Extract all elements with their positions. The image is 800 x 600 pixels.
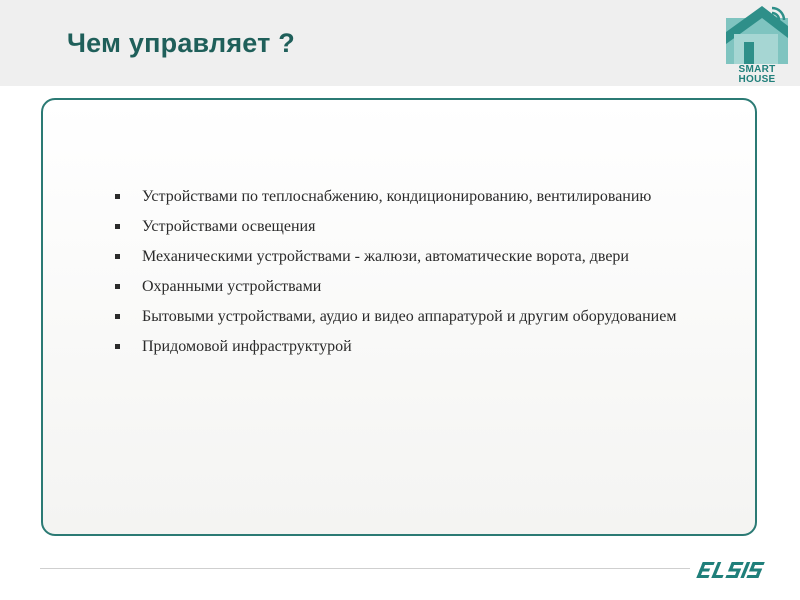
list-item [112,216,712,237]
list-item [112,306,712,327]
logo-text-line1: SMART [738,64,776,75]
list-item-text: Устройствами по теплоснабжению, кондиционированию, вентилированию [142,188,652,205]
list-item-text: Придомовой инфраструктурой [142,338,352,355]
bullet-marker-icon [115,224,120,229]
bullet-marker-icon [115,344,120,349]
smart-house-logo-icon [724,4,790,86]
list-item [112,276,712,297]
list-item-text: Охранными устройствами [142,278,322,295]
logo-text [724,65,790,85]
logo-text-line2: HOUSE [738,74,776,85]
list-item [112,246,712,267]
bullet-marker-icon [115,254,120,259]
footer-divider [40,568,690,569]
list-item-text: Устройствами освещения [142,218,316,235]
elsis-logo-icon [696,559,778,581]
list-item-text: Бытовыми устройствами, аудио и видео аппаратурой и другим оборудованием [142,308,677,325]
bullet-list [112,186,712,366]
list-item [112,186,712,207]
bullet-marker-icon [115,314,120,319]
bullet-marker-icon [115,194,120,199]
slide-title: Чем управляет ? [67,28,295,58]
list-item [112,336,712,357]
list-item-text: Механическими устройствами - жалюзи, автоматические ворота, двери [142,248,629,265]
bullet-marker-icon [115,284,120,289]
